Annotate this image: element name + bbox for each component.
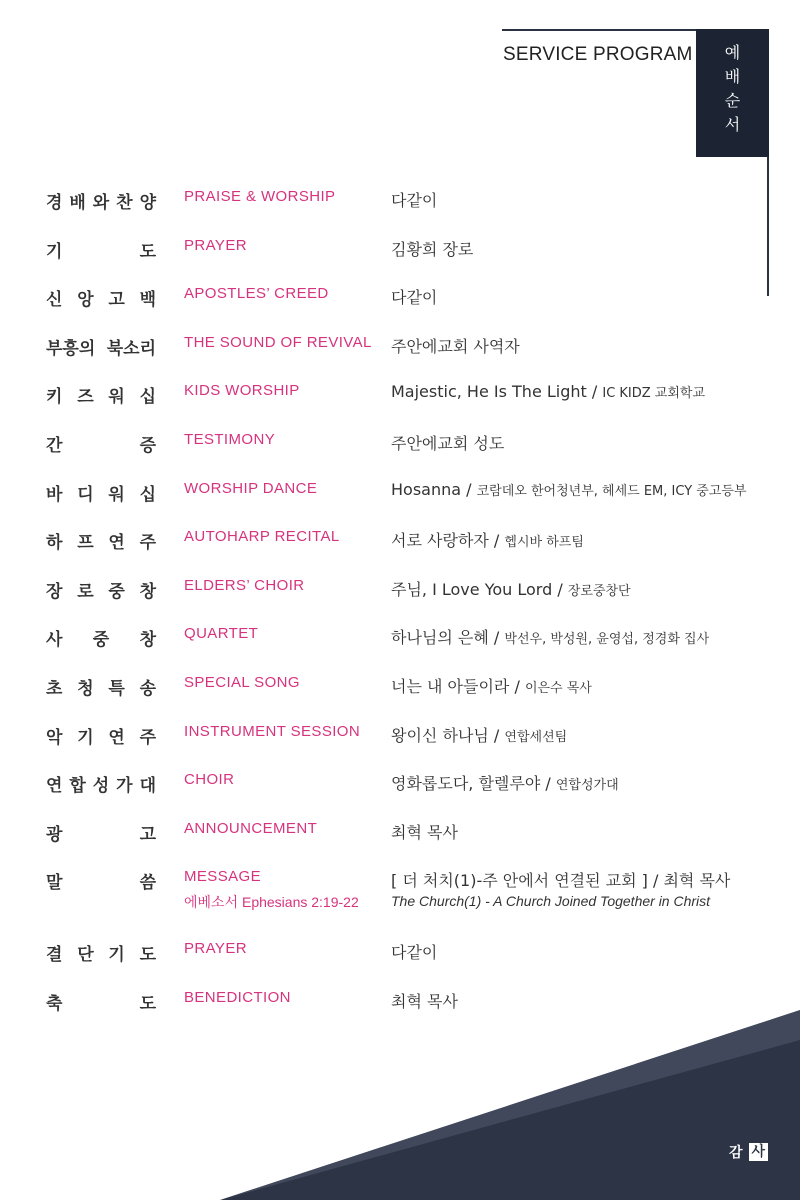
scripture-reference: 에베소서 Ephesians 2:19-22 [184, 894, 359, 911]
english-title: MESSAGE [184, 868, 261, 886]
detail-main: 왕이신 하나님 / [391, 725, 505, 745]
korean-title-char: 하 [46, 533, 63, 554]
english-title: INSTRUMENT SESSION [184, 722, 361, 740]
detail-performer: 헵시바 하프팀 [504, 535, 584, 551]
korean-title-char: 간 [46, 436, 63, 456]
korean-title-char: 찬 [116, 193, 133, 213]
detail-main: 주님, I Love You Lord / [391, 579, 568, 599]
footer-label [729, 1142, 768, 1162]
korean-title-char: 백 [139, 290, 156, 311]
korean-title-char: 결 [46, 945, 63, 965]
korean-title-char: 기 [108, 945, 125, 965]
korean-title-char: 악 [46, 727, 63, 748]
korean-title-char: 가 [116, 776, 133, 797]
english-title: QUARTET [184, 625, 259, 643]
english-title: SPECIAL SONG [184, 674, 300, 691]
korean-title-char: 주 [139, 533, 156, 554]
korean-title-char: 중 [108, 581, 125, 602]
detail-main: Hosanna / [391, 479, 477, 499]
korean-title-char: 주 [139, 727, 156, 748]
vertical-char: 예 [724, 43, 741, 62]
vertical-char: 배 [724, 67, 741, 86]
korean-title-char: 송 [139, 679, 156, 699]
detail-performer: 박선우, 박성원, 윤영섭, 정경화 집사 [504, 632, 710, 648]
footer-label-boxed: 사 [749, 1143, 769, 1161]
detail-main: 주안에교회 사역자 [391, 336, 520, 356]
korean-title-char: 양 [139, 193, 156, 213]
detail-main: 다같이 [391, 943, 438, 962]
detail-performer: 코람데오 한어청년부, 헤세드 EM, ICY 중고등부 [476, 483, 747, 499]
english-title: THE SOUND OF REVIVAL [184, 333, 372, 351]
korean-title-char: 대 [139, 776, 156, 797]
korean-title-char: 축 [46, 993, 63, 1014]
korean-title-char: 와 [92, 193, 110, 213]
footer-label-plain: 감 [729, 1145, 743, 1161]
korean-title-char: 중 [92, 630, 110, 651]
detail-main: 다같이 [391, 288, 438, 308]
detail-main: [ 더 처치(1)-주 안에서 연결된 교회 ] / 최혁 목사 [391, 871, 731, 891]
korean-title-char: 특 [108, 679, 125, 699]
page-title: SERVICE PROGRAM [503, 44, 693, 65]
vertical-char: 서 [724, 115, 741, 134]
korean-title-char: 부흥의 [46, 338, 96, 359]
english-title: ELDERS’ CHOIR [184, 576, 305, 594]
detail-performer: 연합세션팀 [504, 729, 568, 745]
english-title: AUTOHARP RECITAL [184, 528, 340, 546]
korean-title-char: 로 [77, 581, 94, 602]
korean-title-char: 증 [139, 436, 156, 456]
korean-title-char: 디 [77, 484, 94, 505]
korean-title-char: 북소리 [106, 338, 156, 359]
korean-title-char: 합 [69, 776, 86, 797]
detail-main: 서로 사랑하자 / [391, 531, 505, 551]
korean-title-char: 키 [46, 387, 63, 408]
korean-title-char: 십 [139, 484, 156, 505]
korean-title-char: 청 [77, 679, 94, 699]
korean-title-char: 신 [46, 290, 63, 311]
korean-title-char: 창 [139, 630, 156, 651]
detail-main: 하나님의 은혜 / [391, 628, 505, 648]
korean-title-char: 도 [139, 945, 156, 965]
vertical-char: 순 [724, 91, 741, 110]
english-title: PRAYER [184, 940, 247, 957]
korean-title-char: 기 [77, 727, 94, 748]
detail-main: 주안에교회 성도 [391, 434, 505, 453]
detail-main: 최혁 목사 [391, 991, 458, 1011]
korean-title-char: 바 [46, 484, 63, 505]
korean-title-char: 기 [46, 241, 63, 262]
korean-title-char: 배 [69, 193, 86, 213]
korean-title-char: 성 [92, 776, 110, 797]
detail-main: 너는 내 아들이라 / [391, 677, 525, 696]
korean-title-char: 씀 [139, 873, 156, 894]
detail-main: 다같이 [391, 191, 438, 210]
korean-title-char: 도 [139, 993, 156, 1014]
detail-main: 영화롭도다, 할렐루야 / [391, 774, 556, 794]
english-title: CHOIR [184, 771, 235, 789]
english-title: PRAISE & WORSHIP [184, 188, 336, 205]
korean-title-char: 연 [46, 776, 63, 797]
korean-title-char: 즈 [77, 387, 94, 408]
korean-title-char: 고 [108, 290, 125, 311]
english-title: KIDS WORSHIP [184, 382, 300, 400]
korean-title-char: 창 [139, 581, 156, 602]
english-title: PRAYER [184, 236, 247, 254]
sermon-english-title: The Church(1) - A Church Joined Together in Christ [391, 893, 711, 910]
detail-main: 최혁 목사 [391, 822, 458, 842]
korean-title-char: 초 [46, 679, 63, 699]
english-title: BENEDICTION [184, 988, 291, 1006]
korean-title-char: 장 [46, 581, 63, 602]
korean-title-char: 말 [46, 873, 63, 894]
detail-performer: 연합성가대 [555, 778, 619, 794]
korean-title-char: 고 [139, 824, 156, 845]
detail-main: Majestic, He Is The Light / [391, 382, 603, 402]
korean-title-char: 워 [108, 387, 125, 408]
english-title: WORSHIP DANCE [184, 479, 318, 497]
detail-performer: 이은수 목사 [524, 681, 592, 696]
korean-title-char: 앙 [77, 290, 94, 311]
korean-title-char: 경 [46, 193, 63, 213]
korean-title-char: 단 [77, 945, 94, 965]
korean-title-char: 사 [46, 630, 63, 651]
korean-title-char: 연 [108, 533, 125, 554]
korean-title-char: 워 [108, 484, 125, 505]
korean-title-char: 십 [139, 387, 156, 408]
detail-performer: 장로중창단 [567, 583, 631, 599]
korean-title-char: 연 [108, 727, 125, 748]
korean-title-char: 도 [139, 241, 156, 262]
english-title: TESTIMONY [184, 431, 276, 448]
detail-performer: IC KIDZ 교회학교 [602, 386, 706, 402]
english-title: APOSTLES’ CREED [184, 285, 329, 303]
korean-title-char: 광 [46, 824, 63, 845]
detail-main: 김황희 장로 [391, 239, 474, 259]
korean-title-char: 프 [77, 533, 94, 554]
english-title: ANNOUNCEMENT [184, 819, 318, 837]
